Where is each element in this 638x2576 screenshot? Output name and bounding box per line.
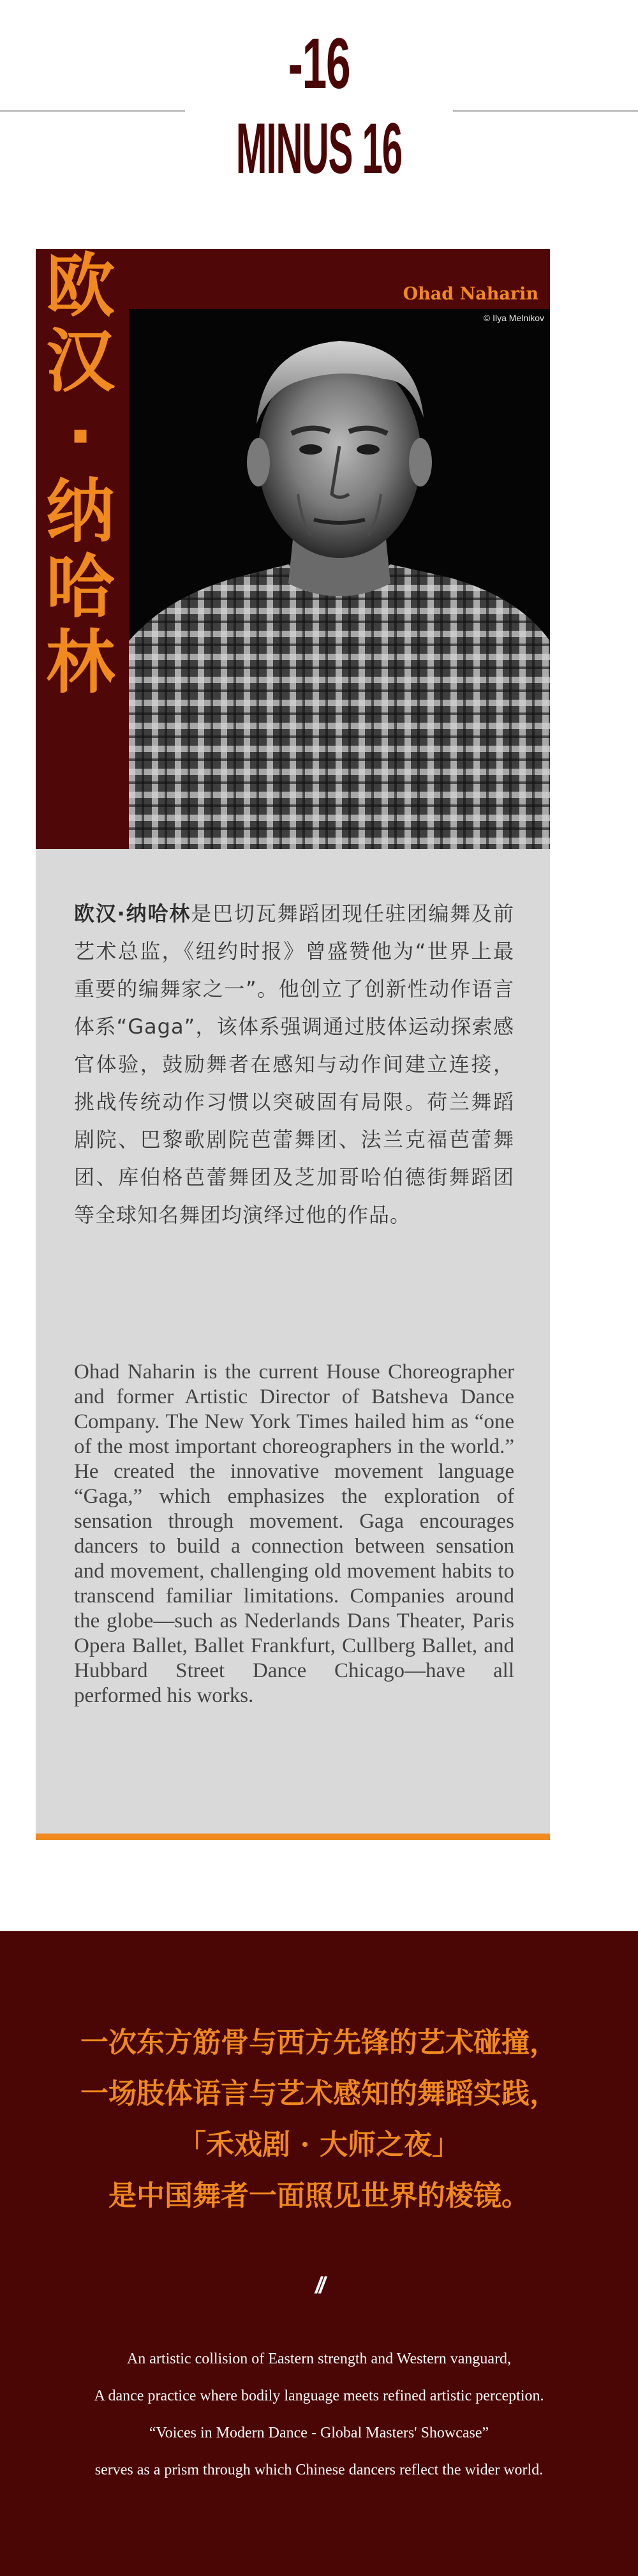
closing-en-line: serves as a prism through which Chinese dancers reflect the wider world. <box>94 2462 544 2478</box>
closing-zh-line: 一次东方筋骨与西方先锋的艺术碰撞， <box>80 2026 558 2059</box>
closing-zh-line: 是中国舞者一面照见世界的棱镜。 <box>108 2180 530 2212</box>
closing-zh-line: 一场肢体语言与艺术感知的舞蹈实践， <box>80 2077 558 2110</box>
name-char: 欧 <box>45 246 115 326</box>
name-char: · <box>67 397 94 477</box>
issue-title: MINUS 16 <box>235 109 403 188</box>
bio-english: Ohad Naharin is the current House Choreographer and former Artistic Director of Batsheva Dance Company. The New York Times hailed him as “one of the most important choreographers in the world.” He created the innovative movement language “Gaga,” which emphasizes the exploration of sensation through movement. Gaga encourages dancers to build a connection between sensation and movement, challenging old movement habits to transcend familiar limitations. Companies around the globe—such as Nederlands Dans Theater, Paris Opera Ballet, Ballet Frankfurt, Cullberg Ballet, and Hubbard Street Dance Chicago—have all performed his works. <box>74 1360 514 1707</box>
vertical-chinese-name <box>36 246 125 734</box>
issue-number: -16 <box>288 24 350 103</box>
name-char: 纳 <box>45 472 115 552</box>
bio-chinese <box>74 895 514 1234</box>
closing-en-line: A dance practice where bodily language meets refined artistic perception. <box>94 2388 544 2404</box>
bio-chinese-text: 是巴切瓦舞蹈团现任驻团编舞及前艺术总监，《纽约时报》曾盛赞他为“世界上最重要的编舞家之一”。他创立了创新性动作语言体系“Gaga”，该体系强调通过肢体运动探索感官体验，鼓励舞者在感知与动作间建立连接，挑战传统动作习惯以突破固有局限。荷兰舞蹈剧院、巴黎歌剧院芭蕾舞团、法兰克福芭蕾舞团、库伯格芭蕾舞团及芝加哥哈伯德街舞蹈团等全球知名舞团均演绎过他的作品。 <box>74 901 514 1227</box>
name-char: 汉 <box>45 322 115 402</box>
closing-zh-line: 「禾戏剧 · 大师之夜」 <box>178 2128 460 2161</box>
name-char: 林 <box>45 623 115 703</box>
header-divider-left <box>0 110 185 112</box>
bio-chinese-name: 欧汉·纳哈林 <box>74 901 191 926</box>
photo-credit: © Ilya Melnikov <box>483 313 544 323</box>
english-name: Ohad Naharin <box>403 284 538 304</box>
closing-en-line: An artistic collision of Eastern strength and Western vanguard, <box>126 2351 512 2367</box>
separator-mark: // <box>315 2272 323 2298</box>
portrait-photo <box>129 309 550 849</box>
name-char: 哈 <box>45 548 115 628</box>
header-divider-right <box>453 110 638 112</box>
bio-panel-accent-bar <box>36 1834 550 1840</box>
closing-en-line: “Voices in Modern Dance - Global Masters' Showcase” <box>149 2425 489 2441</box>
